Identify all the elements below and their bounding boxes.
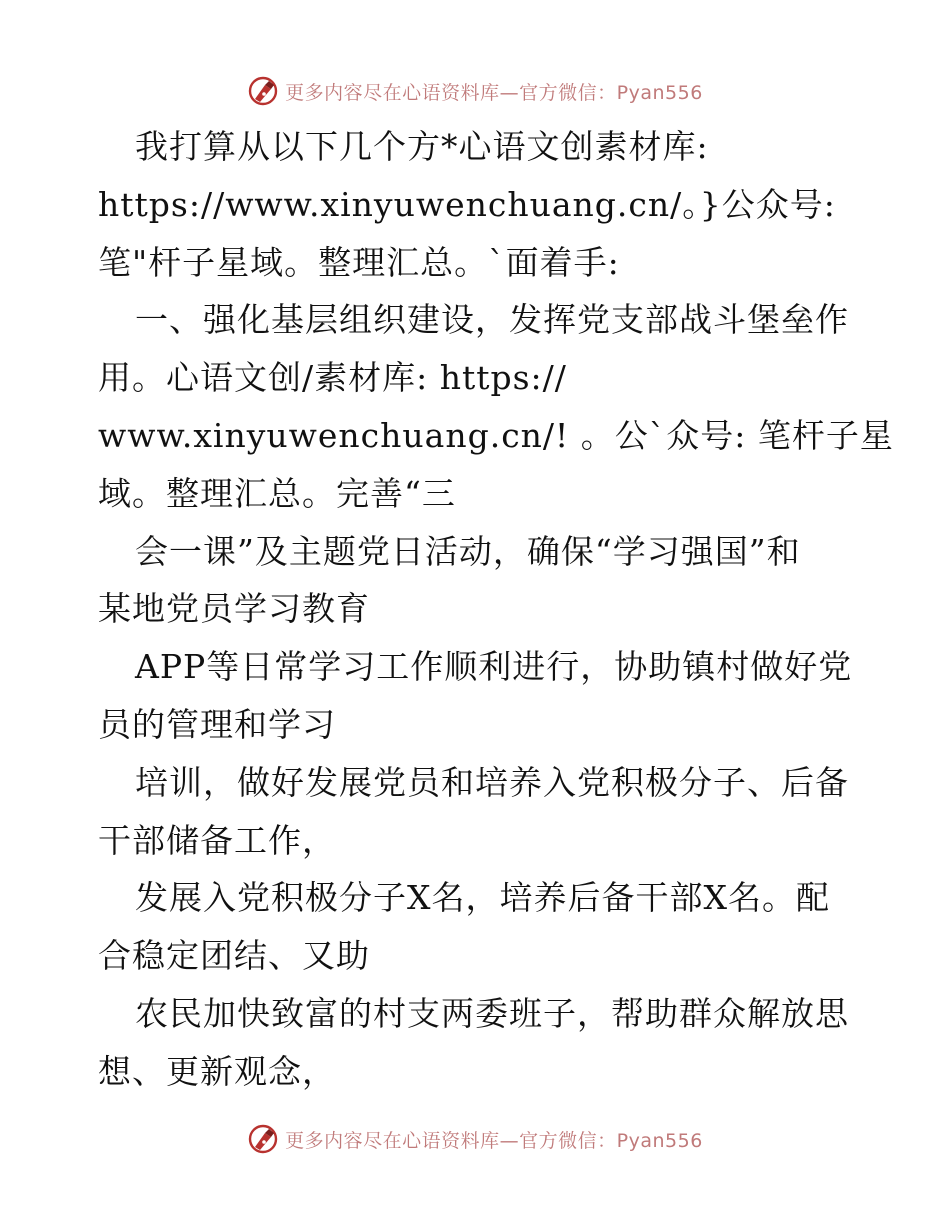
- text-line: 笔"杆子星域。整理汇总。`面着手:: [98, 242, 620, 282]
- footer-watermark-text: 更多内容尽在心语资料库—官方微信：Pyan556: [285, 1129, 703, 1152]
- text-line: https://www.xinyuwenchuang.cn/。}公众号:: [98, 184, 836, 224]
- text-line: 域。整理汇总。完善“三: [98, 473, 456, 513]
- text-line: 一、强化基层组织建设，发挥党支部战斗堡垒作: [135, 300, 849, 340]
- footer-watermark-inner: [247, 1123, 703, 1155]
- text-line: 干部储备工作，: [98, 820, 336, 860]
- text-line: 用。心语文创/素材库: https://: [98, 358, 567, 398]
- header-watermark-inner: [247, 75, 703, 107]
- text-line: 我打算从以下几个方*心语文创素材库:: [135, 127, 709, 166]
- text-line: APP等日常学习工作顺利进行，协助镇村做好党: [135, 647, 853, 687]
- pen-nib-logo-icon: [247, 1123, 279, 1155]
- pen-nib-logo-icon: [247, 75, 279, 107]
- text-line: 发展入党积极分子X名，培养后备干部X名。配: [135, 878, 830, 918]
- document-body: [98, 118, 894, 1101]
- header-watermark: [0, 71, 950, 111]
- text-line: 想、更新观念，: [98, 1051, 336, 1091]
- text-line: 培训，做好发展党员和培养入党积极分子、后备: [135, 762, 849, 802]
- text-line: 农民加快致富的村支两委班子，帮助群众解放思: [135, 993, 849, 1033]
- text-line: 会一课”及主题党日活动，确保“学习强国”和: [135, 531, 801, 571]
- footer-watermark: [0, 1119, 950, 1159]
- text-line: www.xinyuwenchuang.cn/! 。公`众号: 笔杆子星: [98, 415, 894, 455]
- text-line: 合稳定团结、又助: [98, 936, 370, 976]
- text-line: 某地党员学习教育: [98, 589, 370, 629]
- header-watermark-text: 更多内容尽在心语资料库—官方微信：Pyan556: [285, 81, 703, 104]
- text-line: 员的管理和学习: [98, 704, 336, 744]
